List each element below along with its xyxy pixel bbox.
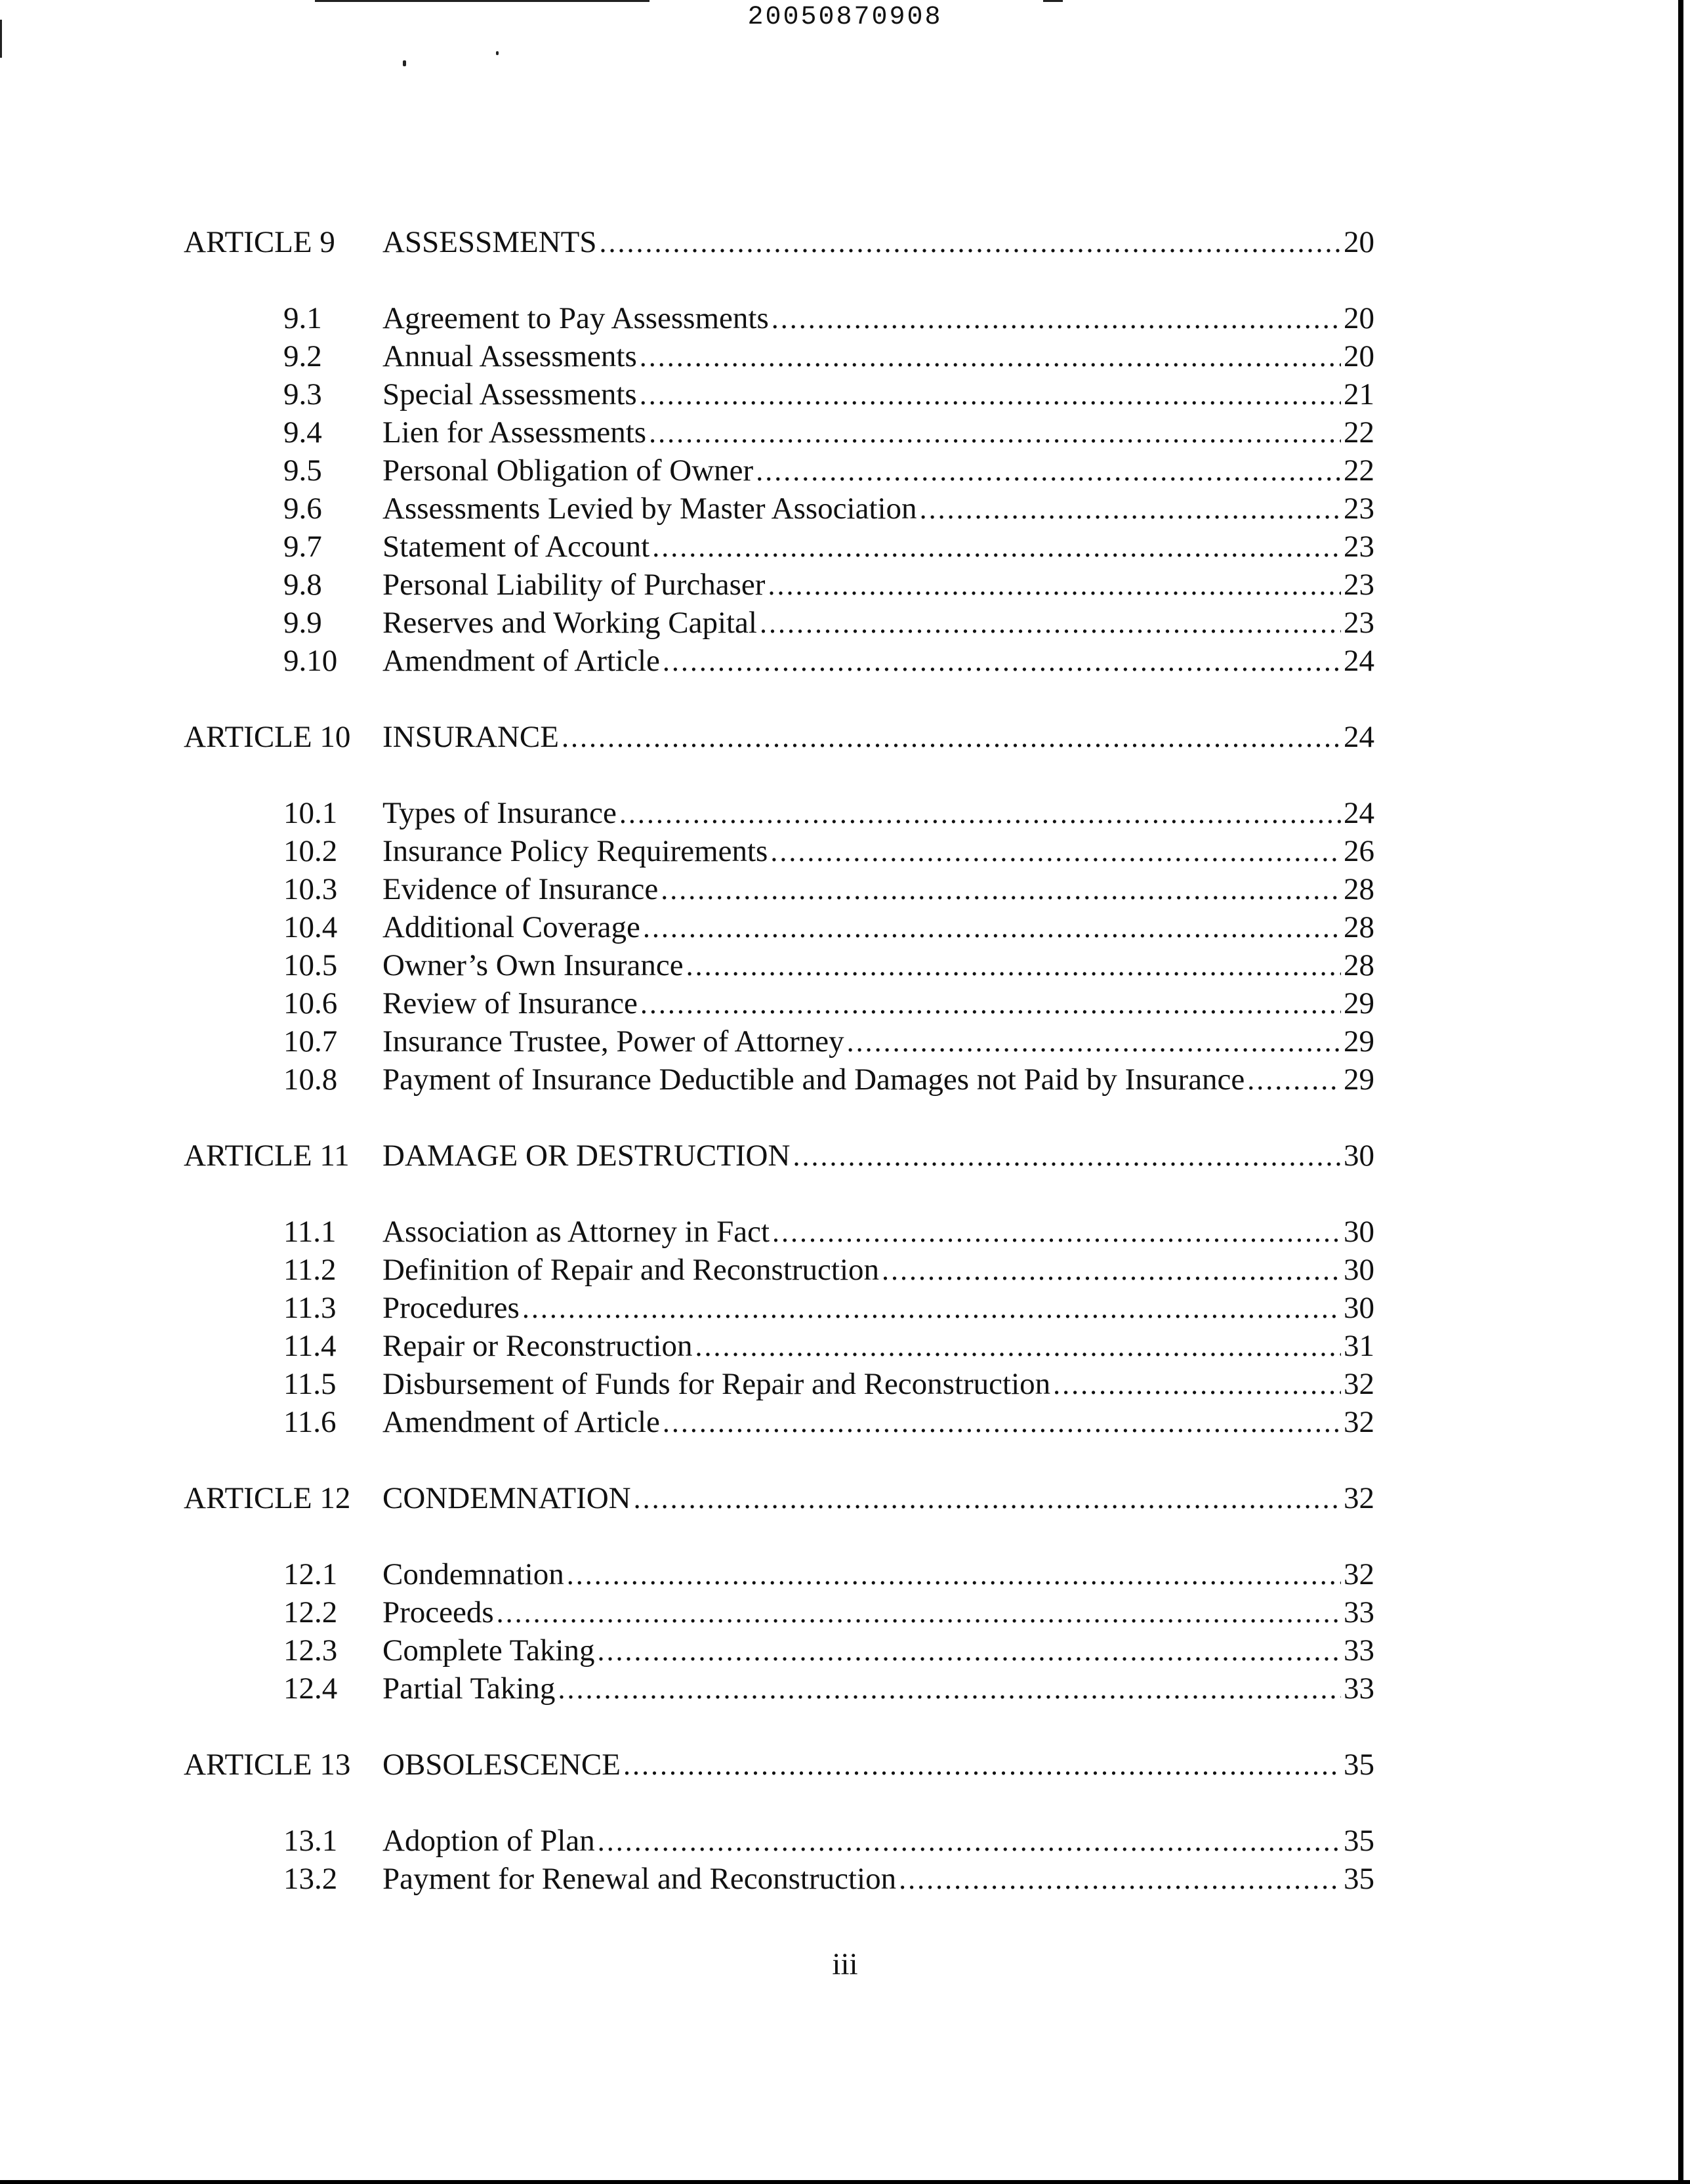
- section-title: Payment for Renewal and Reconstruction: [382, 1862, 897, 1896]
- section-page-number: 22: [1344, 453, 1374, 488]
- section-number: 13.1: [283, 1824, 338, 1858]
- section-title: Partial Taking: [382, 1671, 556, 1706]
- section-page-number: 24: [1344, 796, 1374, 830]
- dot-leader: [793, 1137, 1341, 1175]
- article-number: ARTICLE 11: [184, 1139, 350, 1173]
- section-number: 13.2: [283, 1862, 338, 1896]
- section-page-number: 32: [1344, 1367, 1374, 1401]
- section-page-number: 23: [1344, 530, 1374, 564]
- section-number: 10.5: [283, 948, 338, 982]
- section-title: Reserves and Working Capital: [382, 606, 757, 640]
- dot-leader: [663, 1404, 1341, 1442]
- toc-section-entry[interactable]: [184, 1289, 1374, 1327]
- dot-leader: [847, 1023, 1341, 1061]
- article-page-number: 32: [1344, 1481, 1374, 1515]
- toc-section-entry[interactable]: [184, 1251, 1374, 1289]
- section-page-number: 31: [1344, 1329, 1374, 1363]
- toc-section-entry[interactable]: [184, 794, 1374, 832]
- section-title: Lien for Assessments: [382, 415, 647, 450]
- section-page-number: 28: [1344, 910, 1374, 944]
- section-title: Association as Attorney in Fact: [382, 1215, 770, 1249]
- toc-section-entry[interactable]: [184, 946, 1374, 984]
- dot-leader: [695, 1328, 1341, 1366]
- toc-section-entry[interactable]: [184, 490, 1374, 528]
- section-number: 10.3: [283, 872, 338, 906]
- section-number: 11.3: [283, 1291, 337, 1325]
- article-page-number: 24: [1344, 720, 1374, 754]
- dot-leader: [686, 947, 1341, 985]
- section-number: 9.9: [283, 606, 322, 640]
- dot-leader: [652, 528, 1341, 566]
- toc-section-entry[interactable]: [184, 375, 1374, 413]
- section-number: 12.2: [283, 1595, 338, 1629]
- section-page-number: 35: [1344, 1862, 1374, 1896]
- section-title: Special Assessments: [382, 377, 637, 411]
- dot-leader: [1247, 1061, 1341, 1099]
- section-number: 10.8: [283, 1062, 338, 1097]
- section-title: Payment of Insurance Deductible and Damages not Paid by Insurance: [382, 1062, 1245, 1097]
- toc-section-entry[interactable]: [184, 528, 1374, 566]
- article-number: ARTICLE 10: [184, 720, 351, 754]
- dot-leader: [661, 871, 1341, 909]
- toc-article-entry[interactable]: [184, 1137, 1374, 1175]
- page-number: iii: [832, 1947, 858, 1981]
- dot-leader: [558, 1670, 1341, 1708]
- article-title: DAMAGE OR DESTRUCTION: [382, 1139, 791, 1173]
- toc-section-entry[interactable]: [184, 452, 1374, 490]
- section-number: 10.1: [283, 796, 338, 830]
- section-title: Evidence of Insurance: [382, 872, 659, 906]
- article-number: ARTICLE 9: [184, 225, 335, 259]
- section-title: Types of Insurance: [382, 796, 617, 830]
- section-page-number: 28: [1344, 872, 1374, 906]
- section-number: 11.4: [283, 1329, 337, 1363]
- article-page-number: 35: [1344, 1748, 1374, 1782]
- dot-leader: [768, 566, 1341, 604]
- section-title: Amendment of Article: [382, 1405, 660, 1439]
- section-page-number: 28: [1344, 948, 1374, 982]
- toc-section-entry[interactable]: [184, 1060, 1374, 1099]
- toc-section-entry[interactable]: [184, 908, 1374, 946]
- scan-right-border: [1678, 0, 1683, 2184]
- toc-section-entry[interactable]: [184, 832, 1374, 870]
- scan-speck: [403, 60, 406, 66]
- section-page-number: 20: [1344, 301, 1374, 335]
- section-number: 10.6: [283, 986, 338, 1020]
- article-page-number: 20: [1344, 225, 1374, 259]
- dot-leader: [882, 1251, 1341, 1290]
- section-title: Additional Coverage: [382, 910, 640, 944]
- section-page-number: 21: [1344, 377, 1374, 411]
- dot-leader: [663, 642, 1341, 681]
- toc-section-entry[interactable]: [184, 1822, 1374, 1860]
- section-page-number: 33: [1344, 1633, 1374, 1668]
- dot-leader: [522, 1290, 1341, 1328]
- section-number: 9.4: [283, 415, 322, 450]
- section-page-number: 32: [1344, 1405, 1374, 1439]
- dot-leader: [649, 414, 1341, 452]
- toc-section-entry[interactable]: [184, 1403, 1374, 1441]
- article-title: INSURANCE: [382, 720, 559, 754]
- dot-leader: [643, 909, 1341, 947]
- section-title: Adoption of Plan: [382, 1824, 595, 1858]
- toc-section-entry[interactable]: [184, 642, 1374, 680]
- section-page-number: 35: [1344, 1824, 1374, 1858]
- section-number: 9.6: [283, 492, 322, 526]
- section-page-number: 24: [1344, 644, 1374, 678]
- toc-section-entry[interactable]: [184, 1631, 1374, 1670]
- section-number: 9.10: [283, 644, 338, 678]
- section-title: Personal Liability of Purchaser: [382, 568, 766, 602]
- section-number: 10.7: [283, 1024, 338, 1059]
- toc-section-entry[interactable]: [184, 1365, 1374, 1403]
- dot-leader: [756, 452, 1341, 490]
- section-page-number: 30: [1344, 1291, 1374, 1325]
- section-title: Review of Insurance: [382, 986, 638, 1020]
- section-number: 9.8: [283, 568, 322, 602]
- section-page-number: 29: [1344, 986, 1374, 1020]
- section-page-number: 32: [1344, 1557, 1374, 1591]
- toc-section-entry[interactable]: [184, 984, 1374, 1022]
- toc-section-entry[interactable]: [184, 604, 1374, 642]
- section-number: 12.4: [283, 1671, 338, 1706]
- section-number: 11.2: [283, 1253, 337, 1287]
- section-page-number: 30: [1344, 1253, 1374, 1287]
- section-number: 12.1: [283, 1557, 338, 1591]
- section-title: Insurance Trustee, Power of Attorney: [382, 1024, 844, 1059]
- section-title: Condemnation: [382, 1557, 564, 1591]
- toc-section-entry[interactable]: [184, 1860, 1374, 1898]
- toc-section-entry[interactable]: [184, 1213, 1374, 1251]
- toc-section-entry[interactable]: [184, 1555, 1374, 1593]
- section-page-number: 23: [1344, 568, 1374, 602]
- section-title: Procedures: [382, 1291, 520, 1325]
- toc-section-entry[interactable]: [184, 1670, 1374, 1708]
- section-title: Assessments Levied by Master Association: [382, 492, 917, 526]
- dot-leader: [772, 1213, 1341, 1251]
- section-title: Personal Obligation of Owner: [382, 453, 754, 488]
- section-title: Insurance Policy Requirements: [382, 834, 768, 868]
- dot-leader: [600, 224, 1342, 262]
- toc-article-entry[interactable]: [184, 1479, 1374, 1517]
- section-title: Proceeds: [382, 1595, 494, 1629]
- toc-section-entry[interactable]: [184, 337, 1374, 375]
- scan-top-rule-short: [1043, 0, 1063, 2]
- article-number: ARTICLE 13: [184, 1748, 351, 1782]
- dot-leader: [640, 985, 1341, 1023]
- section-number: 9.1: [283, 301, 322, 335]
- section-title: Definition of Repair and Reconstruction: [382, 1253, 880, 1287]
- dot-leader: [772, 300, 1341, 338]
- section-number: 11.5: [283, 1367, 337, 1401]
- section-page-number: 33: [1344, 1595, 1374, 1629]
- scan-bottom-border: [0, 2180, 1690, 2184]
- article-page-number: 30: [1344, 1139, 1374, 1173]
- article-number: ARTICLE 12: [184, 1481, 351, 1515]
- section-page-number: 29: [1344, 1024, 1374, 1059]
- scan-speck: [496, 51, 499, 55]
- section-page-number: 20: [1344, 339, 1374, 373]
- toc-section-entry[interactable]: [184, 1022, 1374, 1060]
- section-title: Amendment of Article: [382, 644, 660, 678]
- dot-leader: [899, 1860, 1341, 1899]
- section-title: Agreement to Pay Assessments: [382, 301, 769, 335]
- dot-leader: [1053, 1366, 1341, 1404]
- toc-article-entry[interactable]: [184, 1746, 1374, 1784]
- dot-leader: [598, 1632, 1342, 1670]
- section-page-number: 23: [1344, 606, 1374, 640]
- scan-top-rule: [315, 0, 649, 2]
- dot-leader: [567, 1556, 1341, 1594]
- section-number: 10.4: [283, 910, 338, 944]
- section-number: 11.1: [283, 1215, 337, 1249]
- section-page-number: 30: [1344, 1215, 1374, 1249]
- section-number: 9.5: [283, 453, 322, 488]
- section-title: Disbursement of Funds for Repair and Reconstruction: [382, 1367, 1051, 1401]
- dot-leader: [598, 1822, 1341, 1860]
- document-number: 20050870908: [747, 3, 943, 32]
- article-title: ASSESSMENTS: [382, 225, 597, 259]
- section-number: 9.3: [283, 377, 322, 411]
- section-number: 12.3: [283, 1633, 338, 1668]
- dot-leader: [562, 719, 1341, 757]
- section-page-number: 26: [1344, 834, 1374, 868]
- table-of-contents: [184, 223, 1374, 1898]
- toc-section-entry[interactable]: [184, 413, 1374, 452]
- toc-section-entry[interactable]: [184, 566, 1374, 604]
- dot-leader: [640, 338, 1341, 376]
- article-title: OBSOLESCENCE: [382, 1748, 621, 1782]
- dot-leader: [497, 1594, 1341, 1632]
- toc-article-entry[interactable]: [184, 223, 1374, 261]
- article-title: CONDEMNATION: [382, 1481, 631, 1515]
- section-page-number: 23: [1344, 492, 1374, 526]
- toc-section-entry[interactable]: [184, 870, 1374, 908]
- toc-section-entry[interactable]: [184, 299, 1374, 337]
- section-title: Statement of Account: [382, 530, 650, 564]
- section-page-number: 22: [1344, 415, 1374, 450]
- section-title: Annual Assessments: [382, 339, 637, 373]
- dot-leader: [760, 604, 1341, 642]
- section-number: 11.6: [283, 1405, 337, 1439]
- dot-leader: [623, 1746, 1341, 1784]
- dot-leader: [920, 490, 1341, 528]
- section-number: 10.2: [283, 834, 338, 868]
- section-number: 9.2: [283, 339, 322, 373]
- dot-leader: [634, 1480, 1341, 1518]
- section-page-number: 33: [1344, 1671, 1374, 1706]
- toc-article-entry[interactable]: [184, 718, 1374, 756]
- dot-leader: [619, 795, 1341, 833]
- section-title: Complete Taking: [382, 1633, 595, 1668]
- section-title: Owner’s Own Insurance: [382, 948, 684, 982]
- section-number: 9.7: [283, 530, 322, 564]
- dot-leader: [770, 833, 1341, 871]
- toc-section-entry[interactable]: [184, 1593, 1374, 1631]
- section-title: Repair or Reconstruction: [382, 1329, 693, 1363]
- dot-leader: [640, 376, 1341, 414]
- section-page-number: 29: [1344, 1062, 1374, 1097]
- toc-section-entry[interactable]: [184, 1327, 1374, 1365]
